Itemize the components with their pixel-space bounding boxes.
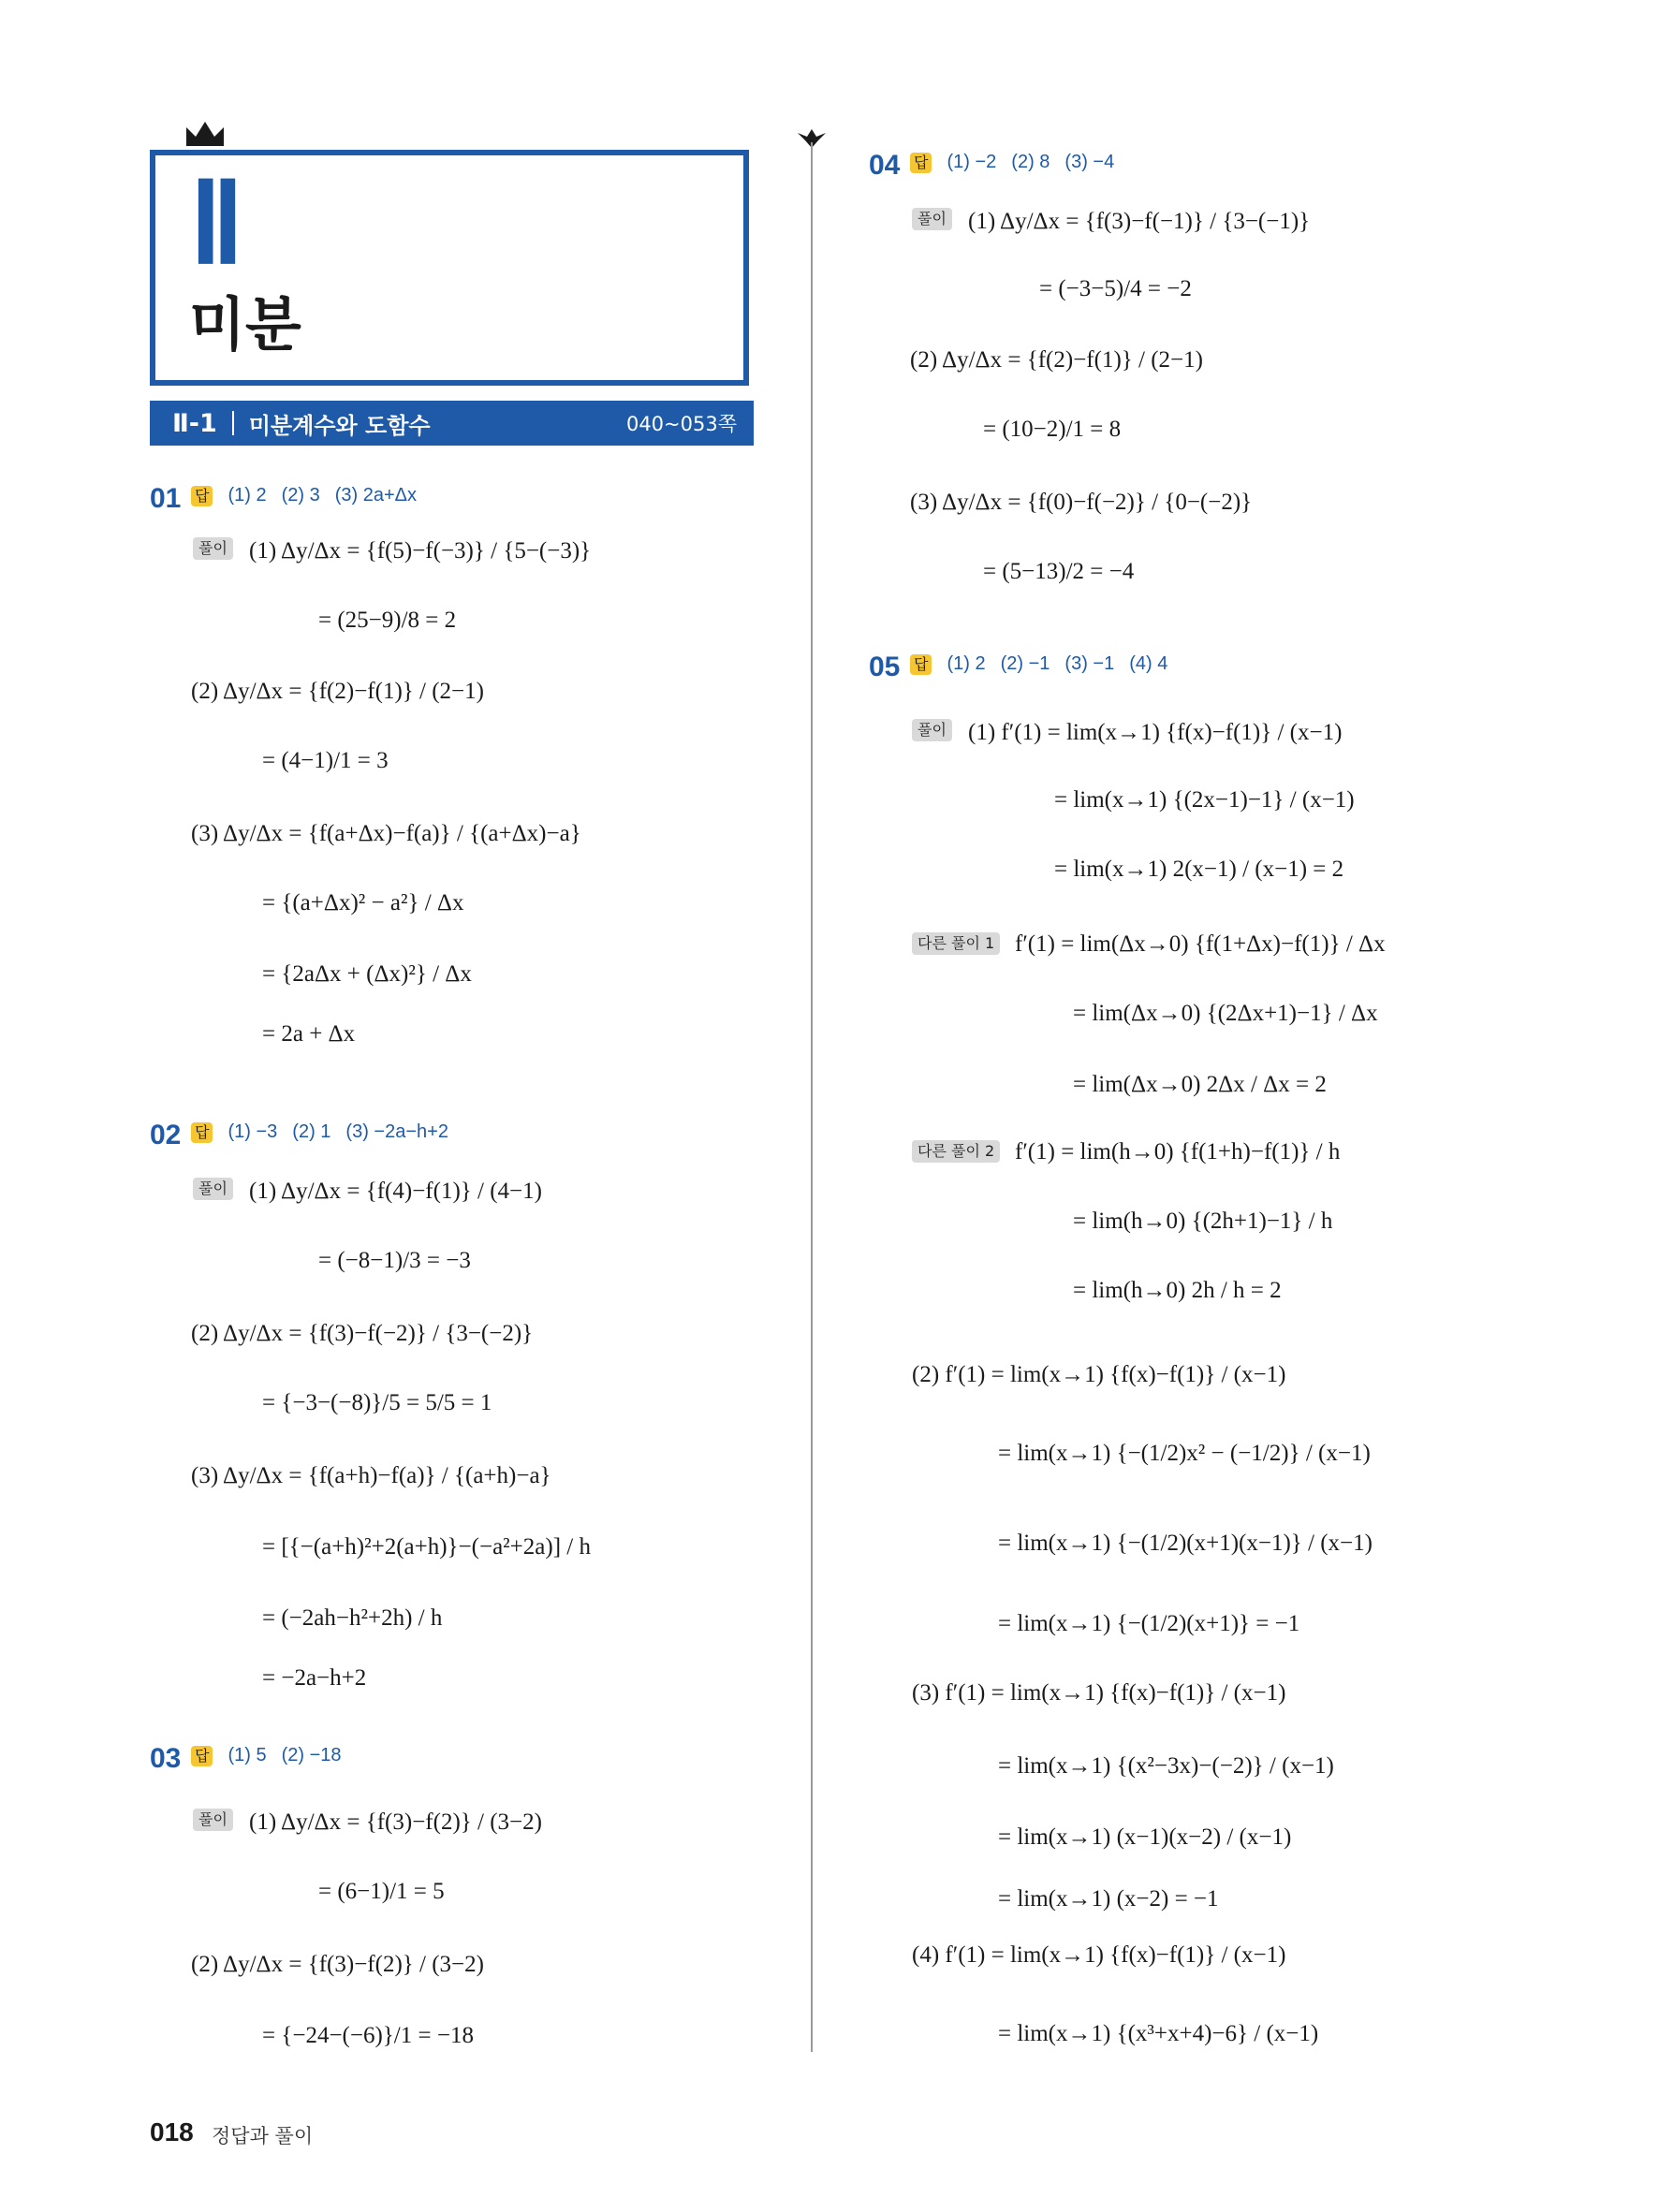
solution-line: = (6−1)/1 = 5 — [318, 1879, 445, 1904]
problem-number: 01 — [150, 483, 182, 514]
solution-line: (3) Δy/Δx = {f(a+Δx)−f(a)} / {(a+Δx)−a} — [191, 821, 581, 846]
solution-line: (1) Δy/Δx = {f(5)−f(−3)} / {5−(−3)} — [249, 538, 592, 564]
solution-line: (3) Δy/Δx = {f(0)−f(−2)} / {0−(−2)} — [910, 490, 1253, 515]
solution-line: = lim(x→1) {−(1/2)x² − (−1/2)} / (x−1) — [998, 1441, 1371, 1466]
answer-row — [910, 653, 1167, 675]
solution-line: = lim(x→1) (x−2) = −1 — [998, 1886, 1219, 1912]
section-number: Ⅱ-1 — [172, 408, 217, 438]
answer-item: (2) 3 — [281, 485, 320, 505]
alt-solution-badge: 다른 풀이 2 — [912, 1140, 1000, 1163]
problem-number: 03 — [150, 1743, 182, 1774]
solution-line: = (5−13)/2 = −4 — [983, 559, 1135, 584]
solution-line: (2) Δy/Δx = {f(3)−f(2)} / (3−2) — [191, 1952, 484, 1977]
section-bar — [150, 401, 754, 446]
solution-line: = lim(x→1) 2(x−1) / (x−1) = 2 — [1054, 857, 1344, 882]
section-pages: 040~053쪽 — [625, 413, 737, 435]
answer-row — [191, 1745, 342, 1766]
solution-line: (2) Δy/Δx = {f(2)−f(1)} / (2−1) — [191, 679, 484, 704]
answer-item: (1) −2 — [947, 152, 997, 172]
answer-row — [191, 1121, 448, 1143]
answer-item: (1) 2 — [947, 653, 986, 674]
solution-line: = lim(x→1) {(x³+x+4)−6} / (x−1) — [998, 2021, 1319, 2046]
solution-line: = {2aΔx + (Δx)²} / Δx — [262, 961, 472, 987]
problem-number: 02 — [150, 1120, 182, 1150]
section-title: 미분계수와 도함수 — [248, 412, 431, 439]
solution-line: = (−8−1)/3 = −3 — [318, 1248, 471, 1273]
solution-line: = {(a+Δx)² − a²} / Δx — [262, 890, 464, 916]
answer-item: (1) −3 — [228, 1121, 278, 1142]
solution-line: = lim(x→1) {−(1/2)(x+1)(x−1)} / (x−1) — [998, 1531, 1373, 1556]
solution-line: (2) Δy/Δx = {f(2)−f(1)} / (2−1) — [910, 347, 1203, 373]
solution-line: = lim(h→0) {(2h+1)−1} / h — [1073, 1209, 1333, 1234]
solution-line: = {−3−(−8)}/5 = 5/5 = 1 — [262, 1390, 492, 1415]
answer-badge: 답 — [910, 654, 932, 675]
answer-item: (2) −18 — [281, 1745, 342, 1765]
solution-badge: 풀이 — [193, 1178, 233, 1200]
solution-line: (3) f′(1) = lim(x→1) {f(x)−f(1)} / (x−1) — [912, 1680, 1286, 1706]
solution-line: f′(1) = lim(Δx→0) {f(1+Δx)−f(1)} / Δx — [1015, 931, 1386, 957]
solution-line: = (4−1)/1 = 3 — [262, 748, 389, 773]
solution-line: = lim(h→0) 2h / h = 2 — [1073, 1278, 1282, 1303]
problem-number: 04 — [869, 150, 901, 181]
answer-row — [910, 152, 1114, 173]
solution-line: (1) Δy/Δx = {f(4)−f(1)} / (4−1) — [249, 1179, 542, 1204]
solution-line: = lim(x→1) (x−1)(x−2) / (x−1) — [998, 1824, 1292, 1850]
answer-item: (4) 4 — [1129, 653, 1168, 674]
answer-item: (2) −1 — [1000, 653, 1050, 674]
alt-solution-badge: 다른 풀이 1 — [912, 932, 1000, 955]
solution-badge: 풀이 — [193, 1809, 233, 1831]
answer-item: (2) 1 — [292, 1121, 331, 1142]
solution-line: (1) Δy/Δx = {f(3)−f(2)} / (3−2) — [249, 1809, 542, 1835]
answer-item: (3) −1 — [1064, 653, 1115, 674]
solution-line: = {−24−(−6)}/1 = −18 — [262, 2023, 474, 2048]
solution-line: = lim(x→1) {(x²−3x)−(−2)} / (x−1) — [998, 1753, 1334, 1779]
chapter-header — [150, 150, 749, 386]
solution-line: = [{−(a+h)²+2(a+h)}−(−a²+2a)] / h — [262, 1534, 591, 1560]
solution-badge: 풀이 — [912, 719, 952, 741]
section-divider — [232, 411, 234, 435]
solution-line: = lim(Δx→0) 2Δx / Δx = 2 — [1073, 1072, 1327, 1097]
answer-item: (3) −2a−h+2 — [345, 1121, 448, 1142]
answer-badge: 답 — [191, 486, 213, 506]
chapter-numeral: Ⅱ — [189, 162, 245, 286]
problem-number: 05 — [869, 652, 901, 682]
footer-label: 정답과 풀이 — [212, 2125, 314, 2147]
solution-line: (1) f′(1) = lim(x→1) {f(x)−f(1)} / (x−1) — [968, 720, 1343, 745]
answer-badge: 답 — [191, 1746, 213, 1766]
solution-line: (2) f′(1) = lim(x→1) {f(x)−f(1)} / (x−1) — [912, 1362, 1286, 1387]
solution-line: f′(1) = lim(h→0) {f(1+h)−f(1)} / h — [1015, 1139, 1341, 1165]
answer-item: (1) 5 — [228, 1745, 267, 1765]
solution-line: = (−2ah−h²+2h) / h — [262, 1605, 443, 1631]
solution-line: (2) Δy/Δx = {f(3)−f(−2)} / {3−(−2)} — [191, 1321, 534, 1346]
solution-line: (1) Δy/Δx = {f(3)−f(−1)} / {3−(−1)} — [968, 209, 1311, 234]
solution-line: = 2a + Δx — [262, 1021, 356, 1047]
solution-line: (3) Δy/Δx = {f(a+h)−f(a)} / {(a+h)−a} — [191, 1463, 551, 1488]
answer-item: (2) 8 — [1011, 152, 1050, 172]
solution-line: = lim(x→1) {(2x−1)−1} / (x−1) — [1054, 787, 1355, 813]
crown-icon — [184, 120, 226, 148]
solution-line: = −2a−h+2 — [262, 1665, 367, 1691]
solution-line: (4) f′(1) = lim(x→1) {f(x)−f(1)} / (x−1) — [912, 1942, 1286, 1968]
answer-item: (1) 2 — [228, 485, 267, 505]
solution-line: = lim(Δx→0) {(2Δx+1)−1} / Δx — [1073, 1001, 1378, 1026]
chapter-title: 미분 — [189, 290, 301, 359]
answer-badge: 답 — [910, 153, 932, 173]
answer-item: (3) −4 — [1064, 152, 1115, 172]
answer-badge: 답 — [191, 1122, 213, 1143]
solution-badge: 풀이 — [912, 208, 952, 230]
solution-line: = (25−9)/8 = 2 — [318, 608, 457, 633]
solution-line: = lim(x→1) {−(1/2)(x+1)} = −1 — [998, 1611, 1300, 1636]
solution-line: = (−3−5)/4 = −2 — [1039, 276, 1192, 301]
column-divider — [811, 142, 813, 2052]
answer-item: (3) 2a+Δx — [334, 485, 418, 505]
page-number: 018 — [150, 2117, 194, 2146]
solution-badge: 풀이 — [193, 537, 233, 560]
solution-line: = (10−2)/1 = 8 — [983, 417, 1122, 442]
answer-row — [191, 485, 417, 506]
